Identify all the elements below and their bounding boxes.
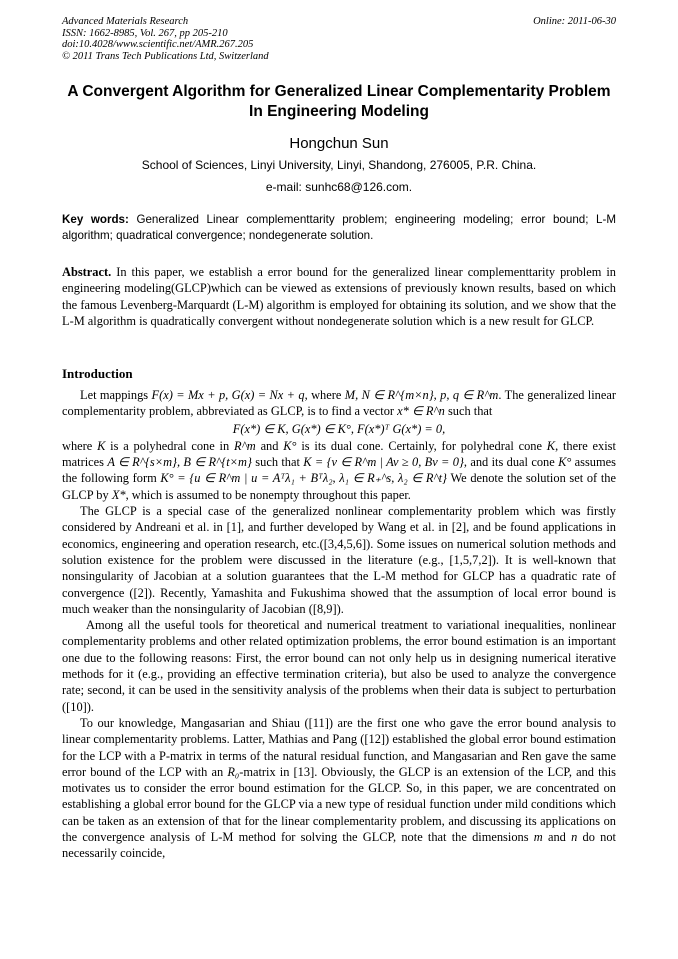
math-k-dual-2: K° — [558, 455, 572, 470]
p5-text-a: To our knowledge, Mangasarian and Shiau ([11]) are the first one who gave the error bound analysis to linear complementarity problems. Latter, Mathias and Pang ([12]) established the global error bound estimation for the LCP with a P-matrix in terms of the natural residual function, and Mangasarian and Ren gave the same error bound of the LCP with an — [62, 715, 616, 779]
author-affiliation: School of Sciences, Linyi University, Linyi, Shandong, 276005, P.R. China. — [141, 158, 537, 172]
p5-text-b: -matrix in [13]. Obviously, the GLCP is an extension of the LCP, and this motivates us to consider the error bound estimation for the GLCP. So, in this paper, we are concentrated on establishing a global error bound for the GLCP via a new type of residual function under mild conditions which can be taken as an extension of that for the linear complementarity problem, and discussing its applications on the convergence analysis of L-M method for solving the GLCP, note that the dimensions — [62, 764, 616, 845]
p2-text-e: , there exist matrices — [62, 438, 616, 470]
keywords-text: Generalized Linear complementtarity problem; engineering modeling; error bound; L-M algorithm; quadratical convergence; nondegenerate solution. — [62, 213, 616, 242]
p1-text-a: Let mappings — [80, 388, 149, 402]
math-k: K — [97, 438, 106, 453]
keywords-block — [62, 212, 616, 244]
introduction-body — [62, 387, 616, 862]
section-heading-introduction: Introduction — [62, 366, 133, 381]
p2-text-j: , which is assumed to be nonempty throughout this paper. — [125, 487, 411, 502]
p1-text-b: , where — [304, 388, 342, 402]
abstract-text: In this paper, we establish a error bound for the generalized linear complementtarity problem in engineering modeling(GLCP)which can be viewed as extensions of previously known results, based on which the famous Levenberg-Marquardt (L-M) algorithm is employed for obtaining its solution, and we show that the L-M algorithm is quadratically convergent without nondegenerate solution which is a new result for GLCP. — [62, 265, 616, 328]
p2-text-b: is a polyhedral cone in — [110, 438, 230, 453]
math-m: m — [533, 830, 543, 845]
keywords-label: Key words: — [62, 213, 129, 226]
math-r0: R₀ — [227, 764, 240, 779]
math-vector: x* ∈ R^n — [397, 404, 445, 419]
p5-text-c: and — [547, 830, 566, 845]
paragraph-1 — [62, 387, 616, 420]
math-rm: R^m — [234, 438, 256, 453]
journal-name: Advanced Materials Research — [62, 16, 189, 27]
paragraph-4: Among all the useful tools for theoretical and numerical treatment to variational inequalities, nonlinear complementarity problems and other related optimization problems, the error bound estimation is an important one due to the following reasons: First, the error bound can not only help us in designing numerical iterative methods for it (e.g., providing an effective termination criteria), but also be used to analyze the convergence rate; second, it can be used in the sensitivity analysis of the problems when their data is subject to perturbation ([10]). — [62, 618, 616, 714]
math-solution-set: X* — [111, 487, 126, 502]
math-matrices: A ∈ R^{s×m}, B ∈ R^{t×m} — [107, 455, 252, 470]
math-k-dual: K° — [283, 438, 297, 453]
math-dimensions: M, N ∈ R^{m×n}, p, q ∈ R^m — [344, 388, 499, 402]
math-dual-cone-def: K° = {u ∈ R^m | u = Aᵀλ₁ + Bᵀλ₂, λ₁ ∈ R₊^s, λ₂ ∈ R^t} — [160, 471, 448, 486]
p2-text-c: and — [260, 438, 279, 453]
p2-text-f: such that — [255, 455, 300, 470]
p1-text-d: such that — [447, 404, 493, 419]
paper-author: Hongchun Sun — [289, 135, 389, 152]
journal-header — [62, 16, 616, 62]
journal-issn: ISSN: 1662-8985, Vol. 267, pp 205-210 — [62, 27, 228, 39]
math-mappings: F(x) = Mx + p, G(x) = Nx + q — [151, 388, 305, 402]
journal-doi: doi:10.4028/www.scientific.net/AMR.267.205 — [62, 39, 254, 50]
abstract-block — [62, 264, 616, 329]
paper-title: A Convergent Algorithm for Generalized Linear Complementarity Problem In Engineering Modeling — [67, 83, 611, 120]
p2-text-a: where — [62, 438, 93, 453]
paragraph-2 — [62, 438, 616, 503]
equation-glcp: F(x*) ∈ K, G(x*) ∈ K°, F(x*)ᵀ G(x*) = 0, — [232, 421, 446, 436]
math-n: n — [571, 830, 578, 845]
p2-text-g: , and its dual cone — [463, 455, 555, 470]
p5-text-d: do not necessarily coincide, — [62, 830, 616, 861]
p1-text-c: . The generalized linear complementarity problem, abbreviated as GLCP, is to find a vector — [62, 388, 617, 419]
author-email: e-mail: sunhc68@126.com. — [265, 180, 413, 194]
p2-text-h: assumes the following form — [62, 455, 616, 486]
abstract-label: Abstract. — [62, 265, 112, 279]
p2-text-d: is its dual cone. Certainly, for polyhedral cone — [301, 438, 542, 453]
math-k-2: K — [546, 438, 556, 453]
paragraph-3: The GLCP is a special case of the generalized nonlinear complementarity problem which was firstly considered by Andreani et al. in [1], and further developed by Wang et al. in [2], and be found applications in economics, engineering and operation research, etc.([3,4,5,6]). Some issues on numerical solution methods and solution existence for the problem were discussed in the literature (e.g., [1,5,7,2]). It is well-known that nonsingularity of Jacobian at a solution guarantees that the L-M method for GLCP has a quadratic rate of convergence ([2]). Recently, Yamashita and Fukushima showed that the assumption of local error bound is much weaker than the nonsingularity of Jacobian ([8,9]). — [62, 504, 616, 616]
p2-text-i: We denote the solution set of the GLCP by — [62, 471, 616, 502]
online-date: Online: 2011-06-30 — [533, 16, 616, 27]
journal-copyright: © 2011 Trans Tech Publications Ltd, Switzerland — [62, 50, 269, 62]
math-cone-def: K = {v ∈ R^m | Av ≥ 0, Bv = 0} — [303, 455, 464, 470]
paragraph-5 — [62, 715, 616, 862]
